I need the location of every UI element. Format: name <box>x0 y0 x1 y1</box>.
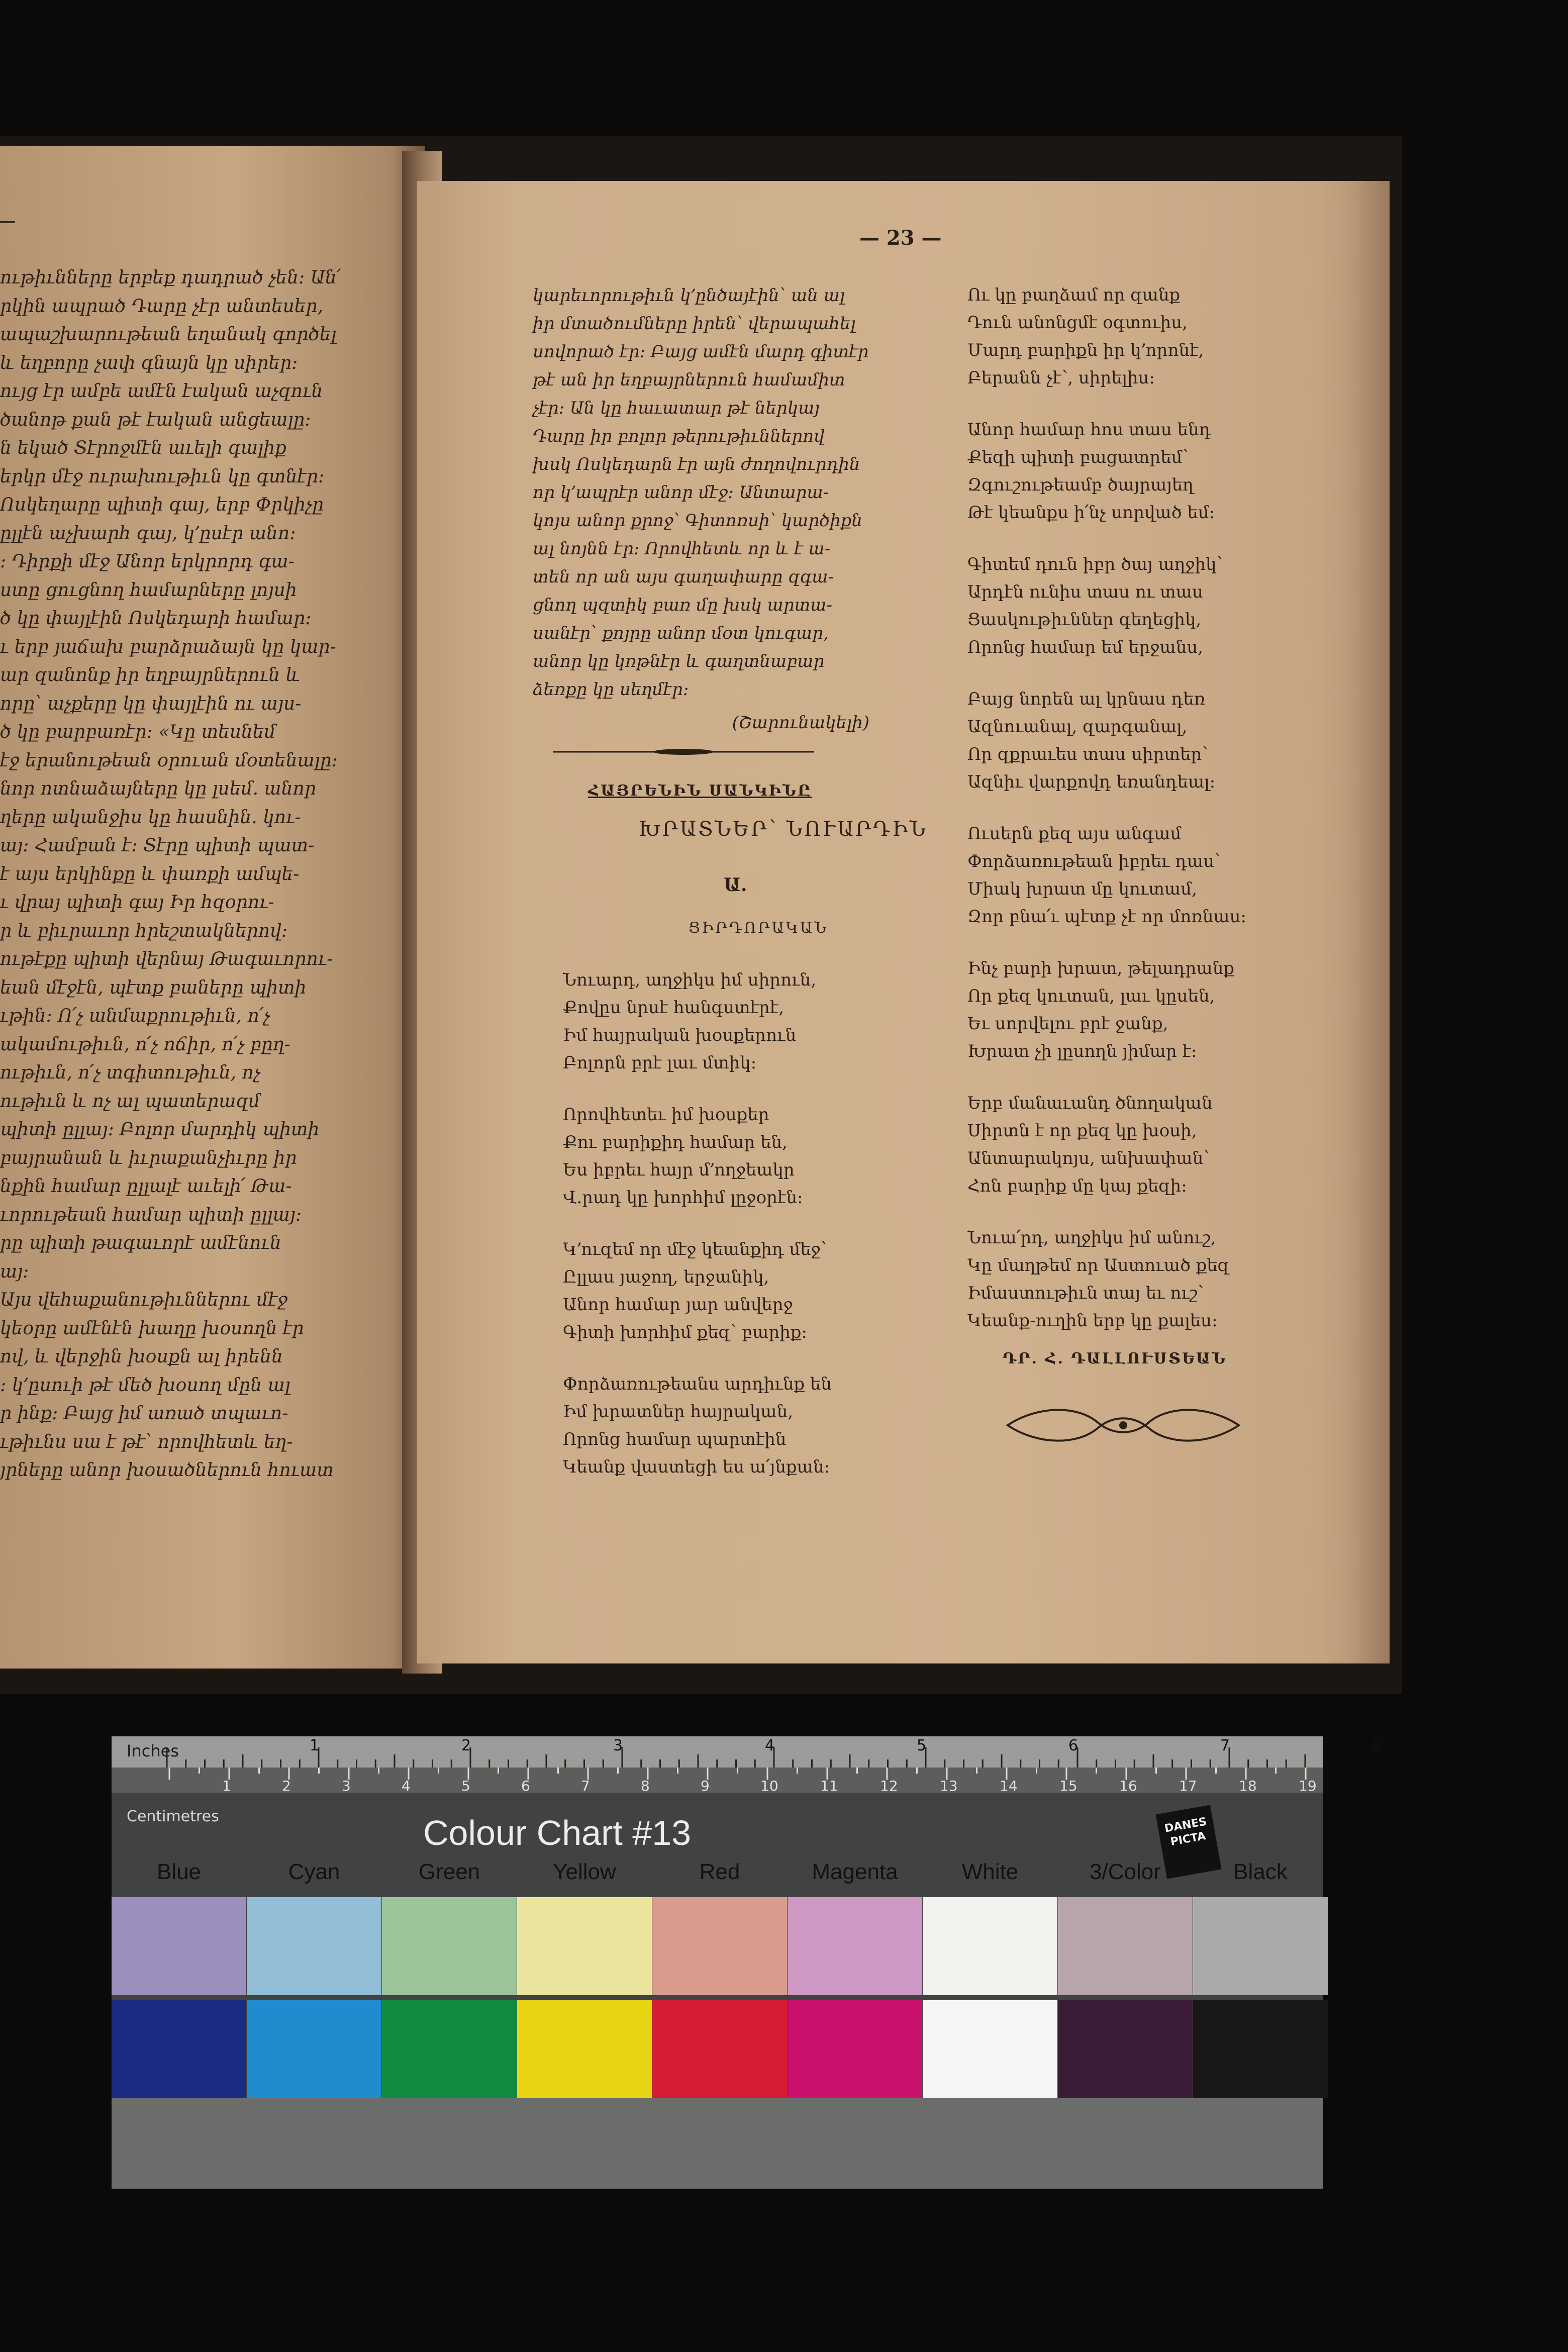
swatch-dark <box>923 2000 1057 2098</box>
left-text-line: նոր ոտնաձայները կը լսեմ. անոր <box>0 778 317 799</box>
left-text-line: ր և բիւրաւոր հրեշտակներով։ <box>0 920 288 941</box>
flourish-ornament <box>998 1403 1249 1448</box>
poem-stanza <box>937 955 1364 1065</box>
cm-label: 13 <box>940 1778 958 1794</box>
poem-line: Ազնիւ վարքովդ եռանդեալ։ <box>967 772 1216 792</box>
left-text-line: յրները անոր խօսածներուն հուատ <box>0 1460 334 1481</box>
swatch-label: 3/Color <box>1090 1859 1161 1884</box>
left-page-text <box>0 264 352 1485</box>
left-text-line: բայրանան և իւրաքանչիւրը իր <box>0 1147 297 1168</box>
swatch-dark <box>247 2000 381 2098</box>
prose-line: խսկ Ոսկեդարն էր այն ժողովուրդին <box>533 454 860 474</box>
cm-label: 2 <box>282 1778 291 1794</box>
left-text-line: ով, և վերջին խօսքն ալ իրենն <box>0 1346 283 1367</box>
left-text-line: ութիւնները երբեք դադրած չեն։ Ան՛ <box>0 267 341 288</box>
poem-line: Որ զքրաւես տաս սիրտեր՝ <box>967 744 1208 764</box>
prose-line: իր մտածումները իրեն՝ վերապահել <box>533 314 856 334</box>
swatch-light <box>788 1897 922 1995</box>
left-text-line: ութիւն և ոչ ալ պատերազմ <box>0 1091 260 1112</box>
poem-line: Փորձառութեանս արդիւնք են <box>563 1374 832 1394</box>
poem-stanza <box>937 1090 1364 1200</box>
left-text-line: ակամութիւն, ո՛չ ոճիր, ո՛չ բըղ- <box>0 1034 290 1055</box>
swatch-light <box>1193 1897 1328 1995</box>
prose-line: որ կ՚ապրէր անոր մէջ։ Անտարա- <box>533 482 829 503</box>
left-text-line: կեօրը ամէնէն խաղը խօսողն էր <box>0 1318 304 1339</box>
left-text-line: ութիւն, ո՛չ տգիտութիւն, ոչ <box>0 1062 261 1083</box>
ruler-inches <box>112 1736 1382 1768</box>
poem-line: Բոլորն բրէ լաւ մտիկ։ <box>563 1053 757 1073</box>
poem-line: Անոր համար յար անվերջ <box>563 1295 793 1315</box>
chart-title: Colour Chart #13 <box>423 1813 692 1852</box>
poem-line: Կեանք վաստեցի ես ա՛յնքան։ <box>563 1457 830 1477</box>
poem-line: Քովըս նրսէ հանգստէրէ, <box>563 998 785 1018</box>
prose-line: սովորած էր։ Բայց ամէն մարդ գիտէր <box>533 342 869 362</box>
poem-line: Երբ մանաւանդ ծնողական <box>967 1093 1213 1113</box>
poem-stanza <box>937 281 1364 392</box>
prose-line: չէր։ Ան կը հաւատար թէ ներկայ <box>533 398 820 418</box>
swatch-light <box>112 1897 246 1995</box>
left-text-line: այ։ <box>0 1261 29 1282</box>
swatch-light <box>652 1897 787 1995</box>
swatch-label: Yellow <box>553 1859 616 1884</box>
swatch-label: Green <box>418 1859 480 1884</box>
prose-line: ալ նոյնն էր։ Որովհետև որ և է ա- <box>533 539 831 559</box>
poem-line: Գիտեմ դուն իբր ծայ աղջիկ՝ <box>967 554 1223 574</box>
cm-label: 5 <box>461 1778 470 1794</box>
poem-line: Իմ հայրական խօսքերուն <box>563 1025 797 1045</box>
cm-label: 14 <box>1000 1778 1018 1794</box>
poem-line: Քու բարիքիդ համար են, <box>563 1132 788 1152</box>
poem-stanza <box>533 1101 879 1212</box>
poem-title: ԽՐԱՏՆԵՐ՝ ՆՈՒԱՐԴԻՆ <box>638 818 928 841</box>
poem-line: Ու կը բաղձամ որ զանք <box>967 285 1181 305</box>
left-text-line: ապաշխարութեան եղանակ գործել <box>0 324 337 345</box>
section-title: ՀԱՅՐԵՆԻՆ ՍԱՆԿԻՆԸ <box>588 782 812 800</box>
poem-line: Արդէն ունիս տաս ու տաս <box>967 582 1203 602</box>
poem-line: Ազնուանալ, զարգանալ, <box>967 717 1188 737</box>
poem-line: Ես իբրեւ հայր մ՚ողջեակր <box>563 1160 795 1180</box>
ruler-centimetres <box>112 1768 1323 1793</box>
prose-line: ձեռքը կը սեղմէր։ <box>533 679 689 700</box>
left-text-line: և եղբորը չափ գնայն կը սիրեր։ <box>0 352 298 373</box>
cm-label: 19 <box>1299 1778 1317 1794</box>
inch-label: 5 <box>917 1737 927 1754</box>
swatch-dark <box>517 2000 652 2098</box>
poem-line: Կը մաղթեմ որ Աստուած քեզ <box>967 1255 1230 1276</box>
inch-label: 6 <box>1068 1737 1079 1754</box>
left-text-line: ր ինք։ Բայց իմ առած տպաւո- <box>0 1403 288 1424</box>
cm-label: 7 <box>581 1778 590 1794</box>
cm-label: 9 <box>701 1778 710 1794</box>
prose-line: անոր կը կռթնէր և գաղտնաբար <box>533 651 825 671</box>
poem-line: Ըլլաս յաջող, երջանիկ, <box>563 1267 769 1287</box>
to-be-continued: (Շարունակելի) <box>732 713 869 733</box>
cm-label: 11 <box>820 1778 838 1794</box>
poem-stanza <box>533 1236 879 1346</box>
poem-line: Նուարդ, աղջիկս իմ սիրուն, <box>563 970 817 990</box>
poem-line: Իմաստութիւն տայ եւ ուշ՝ <box>967 1283 1204 1303</box>
left-text-line: էջ երանութեան օրուան մօտենալը։ <box>0 750 338 771</box>
left-text-line: ւ երբ յաճախ բարձրաձայն կը կար- <box>0 636 336 657</box>
left-text-line: ։ կ՚ըսուի թէ մեծ խօսող մըն ալ <box>0 1375 290 1396</box>
poem-line: Փորձառութեան իբրեւ դաս՝ <box>967 851 1221 871</box>
swatch-dark <box>1193 2000 1328 2098</box>
cm-label: 8 <box>641 1778 650 1794</box>
poem-line: Բայց նորեն ալ կրնաս դեռ <box>967 689 1205 709</box>
cm-label: 6 <box>521 1778 530 1794</box>
left-text-line: ծանոթ քան թէ էական անցեալը։ <box>0 409 311 430</box>
left-page-dash <box>0 221 15 223</box>
left-text-line: ար զանոնք իր եղբայրներուն և <box>0 665 300 685</box>
cm-label: 18 <box>1239 1778 1257 1794</box>
poem-line: Անոր համար հոս տաս ենդ <box>967 420 1211 440</box>
left-text-line: ւթին։ Ո՛չ անմաքրութիւն, ո՛չ <box>0 1006 270 1026</box>
poem-stanzas-middle <box>533 966 879 1481</box>
inch-label: 8 <box>1372 1737 1382 1754</box>
poem-number: Ա. <box>724 874 747 896</box>
left-text-line: երկր մէջ ուրախութիւն կը գտնէր։ <box>0 466 325 487</box>
poem-line: Վ.րադ կը խորհիմ լըջօրէն։ <box>563 1188 803 1208</box>
inch-label: 4 <box>765 1737 775 1754</box>
cm-label: 3 <box>342 1778 351 1794</box>
left-text-line: ։ Դիրքի մէջ Անոր երկրորդ գա- <box>0 551 295 572</box>
left-text-line: ւորութեան համար պիտի ըլլայ։ <box>0 1204 302 1225</box>
left-text-line: այ։ Համբան է։ Տէրը պիտի պատ- <box>0 835 315 856</box>
left-text-line: ութէքը պիտի վերնայ Թագաւորու- <box>0 949 333 969</box>
poem-line: Գիտի խորհիմ քեզ՝ բարիք։ <box>563 1322 808 1342</box>
poem-line: Ցասկութիւններ գեղեցիկ, <box>967 610 1202 630</box>
poem-line: Կեանք-ուղին երբ կը քալես։ <box>967 1311 1218 1331</box>
swatch-light <box>923 1897 1057 1995</box>
poem-line: Անտարակոյս, անխափան՝ <box>967 1148 1210 1168</box>
poem-author: ԴՐ. Հ. ԴԱԼԼՈՒՍՏԵԱՆ <box>1003 1350 1227 1367</box>
poem-line: Հոն բարիք մը կայ քեզի։ <box>967 1176 1187 1196</box>
poem-line: Եւ սորվելու բրէ ջանք, <box>967 1014 1168 1034</box>
cm-label: 12 <box>880 1778 898 1794</box>
poem-line: Սիրտն է որ քեզ կը խօսի, <box>967 1121 1197 1141</box>
poem-line: Որոնց համար պարտէին <box>563 1429 787 1449</box>
ruler-inches-label: Inches <box>127 1741 179 1760</box>
left-text-line: նքին համար ըլլալէ աւելի՛ Թա- <box>0 1176 292 1197</box>
poem-line: Ուսերն քեզ այս անգամ <box>967 824 1182 844</box>
left-text-line: րկին ապրած Դարը չէր անտեսեր, <box>0 296 324 317</box>
page-number: — 23 — <box>859 226 942 250</box>
poem-line: Քեզի պիտի բացատրեմ՝ <box>967 447 1189 467</box>
swatch-label: White <box>961 1859 1019 1884</box>
prose-line: ցնող պզտիկ բառ մը խսկ արտա- <box>533 595 833 615</box>
cm-label: 4 <box>402 1778 411 1794</box>
poem-stanza <box>937 551 1364 661</box>
left-text-line: է այս երկինքը և փառքի ամպե- <box>0 863 300 885</box>
swatch-label: Black <box>1233 1859 1288 1884</box>
left-page <box>0 146 425 1669</box>
poem-line: Զոր բնա՛ւ պէտք չէ որ մոռնաս։ <box>967 907 1247 927</box>
swatch-label: Magenta <box>812 1859 898 1884</box>
prose-line: կոյս անոր քրոջ՝ Գիտոռսի՝ կարծիքն <box>533 511 863 531</box>
poem-line: Խրատ չի լըսողն յիմար է։ <box>967 1041 1197 1061</box>
swatch-light <box>382 1897 517 1995</box>
swatch-label: Blue <box>156 1859 202 1884</box>
left-text-line: ծ կը բարբառէր։ «Կը տեսնեմ <box>0 722 276 742</box>
prose-line: թէ ան իր եղբայրներուն համամիտ <box>533 370 845 390</box>
poem-line: Որ քեզ կուտան, լաւ կըսեն, <box>967 986 1215 1006</box>
poem-stanza <box>533 966 879 1077</box>
swatch-dark <box>788 2000 922 2098</box>
left-text-line: ծ կը փայլէին Ոսկեդարի համար։ <box>0 608 312 629</box>
left-text-line: ւթիւնս սա է թէ՝ որովհետև եղ- <box>0 1431 293 1452</box>
danes-picta-logo: DANES PICTA <box>1156 1805 1222 1879</box>
prose-line: սանէր՝ քոյրը անոր մօտ կուգար, <box>533 623 829 643</box>
prose-line: կարեւորութիւն կ՚ընծայէին՝ ան ալ <box>533 285 845 306</box>
inch-label: 3 <box>613 1737 623 1754</box>
colour-chart <box>112 1736 1382 2189</box>
left-text-line: ըլլէն աչխարհ գայ, կ՚ըսէր անո։ <box>0 523 296 544</box>
swatch-dark <box>652 2000 787 2098</box>
swatch-dark <box>112 2000 246 2098</box>
inch-label: 1 <box>310 1737 320 1754</box>
cm-label: 16 <box>1119 1778 1137 1794</box>
swatch-light <box>517 1897 652 1995</box>
poem-stanza <box>937 416 1364 527</box>
middle-column <box>533 281 928 1481</box>
cm-label: 17 <box>1179 1778 1197 1794</box>
poem-stanza <box>533 1370 879 1481</box>
poem-line: Զգուշութեամբ ծայրայեղ <box>967 475 1194 495</box>
poem-line: Թէ կեանքս ի՛նչ սորված եմ։ <box>967 503 1215 523</box>
left-text-line: ղերը ականջիս կը հասնին. կու- <box>0 807 301 828</box>
divider-ornament <box>553 747 814 757</box>
left-text-line: եան մէջէն, պէտք բաները պիտի <box>0 977 307 998</box>
swatch-dark <box>1058 2000 1193 2098</box>
inch-label: 7 <box>1220 1737 1230 1754</box>
left-text-line: որը՝ աչքերը կը փայլէին ու այս- <box>0 693 302 714</box>
prose-line: տեն որ ան այս գաղափարը զգա- <box>533 567 834 587</box>
poem-stanzas-right <box>937 281 1364 1335</box>
poem-line: Որոնց համար եմ երջանս, <box>967 637 1204 657</box>
poem-line: Իմ խրատներ հայրական, <box>563 1402 794 1422</box>
left-text-line: ն եկած Տէրոջմէն աւելի գալիք <box>0 438 286 458</box>
swatch-dark <box>382 2000 517 2098</box>
poem-line: Կ՚ուզեմ որ մէջ կեանքիդ մեջ՝ <box>563 1239 827 1259</box>
cm-label: 10 <box>760 1778 778 1794</box>
cm-label: 15 <box>1059 1778 1077 1794</box>
cm-label: 1 <box>222 1778 231 1794</box>
swatch-light <box>1058 1897 1193 1995</box>
swatch-light <box>247 1897 381 1995</box>
left-text-line: ույց էր ամբե ամէն էական աչզուն <box>0 381 323 402</box>
poem-line: Ինչ բարի խրատ, թելադրանք <box>967 958 1234 978</box>
poem-line: Նուա՛րդ, աղջիկս իմ անուշ, <box>967 1228 1216 1248</box>
swatch-label: Red <box>699 1859 740 1884</box>
poem-stanza <box>937 820 1364 931</box>
prose-continuation <box>533 281 879 704</box>
swatch-label: Cyan <box>288 1859 340 1884</box>
ruler-cm-label: Centimetres <box>127 1808 219 1825</box>
right-column <box>937 281 1364 1448</box>
poem-line: Միակ խրատ մը կուտամ, <box>967 879 1197 899</box>
prose-line: Դարը իր բոլոր թերութիւններով <box>533 426 825 446</box>
left-text-line: պիտի ըլլայ։ Բոլոր մարդիկ պիտի <box>0 1119 320 1140</box>
poem-line: Դուն անոնցմէ օգտուիս, <box>967 313 1188 333</box>
right-page <box>417 181 1390 1663</box>
poem-line: Մարդ բարիքն իր կ՚որոնէ, <box>967 340 1204 360</box>
left-text-line: ստը ցուցնող համարները լոյսի <box>0 579 297 601</box>
left-text-line: Այս վեհաքանութիւններու մէջ <box>0 1290 288 1310</box>
left-text-line: րը պիտի թագաւորէ ամէնուն <box>0 1233 281 1253</box>
poem-stanza <box>937 685 1364 796</box>
poem-stanza <box>937 1224 1364 1335</box>
left-text-line: Ոսկեղարը պիտի գայ, երբ Փրկիչը <box>0 495 324 515</box>
poem-subtitle: ՑԻՐԴՈՐԱԿԱՆ <box>689 919 829 937</box>
poem-line: Որովհետեւ իմ խօսքեր <box>563 1105 769 1125</box>
left-text-line: ւ վրայ պիտի գայ Իր հզօրու- <box>0 892 274 913</box>
poem-line: Բերանն չէ՝, սիրելիս։ <box>967 368 1155 388</box>
inch-label: 2 <box>461 1737 471 1754</box>
